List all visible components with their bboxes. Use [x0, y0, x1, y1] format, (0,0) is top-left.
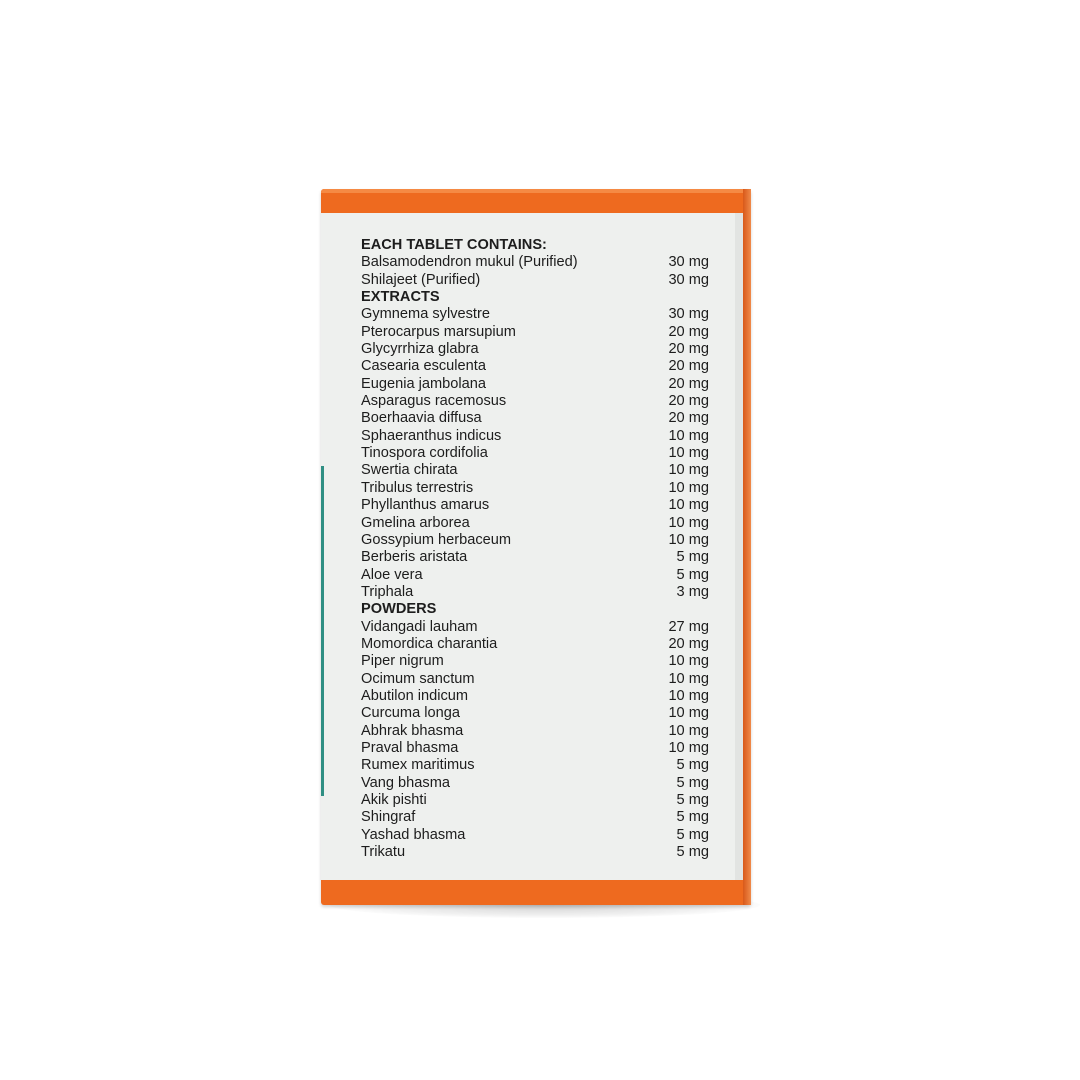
ingredient-dose: 10 mg	[668, 497, 709, 514]
ingredient-dose: 10 mg	[668, 739, 709, 756]
powders-list	[361, 619, 709, 862]
ingredient-name: Casearia esculenta	[361, 358, 486, 375]
ingredient-dose: 3 mg	[676, 583, 709, 600]
base-ingredients-list	[361, 254, 709, 289]
ingredient-row	[361, 393, 709, 410]
ingredient-row	[361, 254, 709, 271]
ingredient-name: Sphaeranthus indicus	[361, 427, 502, 444]
ingredient-dose: 20 mg	[668, 323, 709, 340]
ingredient-dose: 5 mg	[676, 774, 709, 791]
ingredients-label	[361, 237, 709, 861]
ingredient-dose: 10 mg	[668, 479, 709, 496]
ingredient-row	[361, 515, 709, 532]
ingredient-dose: 5 mg	[676, 566, 709, 583]
ingredient-name: Shilajeet (Purified)	[361, 271, 481, 288]
ingredient-dose: 10 mg	[668, 705, 709, 722]
ingredient-name: Phyllanthus amarus	[361, 497, 490, 514]
ingredient-name: Eugenia jambolana	[361, 375, 486, 392]
ingredient-name: Gossypium herbaceum	[361, 531, 512, 548]
ingredient-dose: 5 mg	[676, 757, 709, 774]
ingredient-dose: 27 mg	[668, 618, 709, 635]
ingredient-row	[361, 532, 709, 549]
ingredient-row	[361, 740, 709, 757]
ingredient-row	[361, 827, 709, 844]
ingredient-name: Pterocarpus marsupium	[361, 323, 516, 340]
ingredient-dose: 20 mg	[668, 635, 709, 652]
ingredient-dose: 20 mg	[668, 393, 709, 410]
ingredient-name: Aloe vera	[361, 566, 423, 583]
ingredient-row	[361, 358, 709, 375]
ingredient-row	[361, 272, 709, 289]
ingredient-name: Rumex maritimus	[361, 757, 475, 774]
ingredient-row	[361, 584, 709, 601]
ingredient-row	[361, 324, 709, 341]
ingredient-row	[361, 445, 709, 462]
ingredient-dose: 20 mg	[668, 375, 709, 392]
ingredient-row	[361, 792, 709, 809]
ingredient-row	[361, 462, 709, 479]
ingredient-name: Akik pishti	[361, 792, 427, 808]
ingredient-dose: 10 mg	[668, 427, 709, 444]
medicine-box	[321, 189, 751, 905]
ingredient-row	[361, 636, 709, 653]
ingredient-dose: 30 mg	[668, 254, 709, 271]
ingredient-row	[361, 376, 709, 393]
ingredient-dose: 10 mg	[668, 653, 709, 670]
ingredient-row	[361, 809, 709, 826]
ingredient-dose: 10 mg	[668, 445, 709, 462]
ingredient-dose: 5 mg	[676, 844, 709, 861]
ingredient-row	[361, 653, 709, 670]
ingredient-row	[361, 723, 709, 740]
ingredient-dose: 10 mg	[668, 687, 709, 704]
ingredient-name: Abutilon indicum	[361, 687, 469, 704]
ingredient-dose: 20 mg	[668, 358, 709, 375]
ingredient-name: Ocimum sanctum	[361, 670, 475, 687]
ingredient-name: Swertia chirata	[361, 462, 458, 479]
ingredient-dose: 10 mg	[668, 670, 709, 687]
ingredient-name: Vang bhasma	[361, 774, 450, 791]
ingredient-row	[361, 671, 709, 688]
ingredient-dose: 5 mg	[676, 549, 709, 566]
ingredient-row	[361, 549, 709, 566]
ingredient-row	[361, 410, 709, 427]
ingredient-row	[361, 757, 709, 774]
green-accent-stripe	[321, 466, 324, 796]
ingredient-row	[361, 705, 709, 722]
ingredient-dose: 10 mg	[668, 514, 709, 531]
ingredient-dose: 5 mg	[676, 826, 709, 843]
ingredient-name: Boerhaavia diffusa	[361, 410, 482, 427]
ingredient-name: Yashad bhasma	[361, 826, 466, 843]
box-top-edge	[321, 189, 751, 193]
ingredient-name: Asparagus racemosus	[361, 393, 507, 410]
extracts-list	[361, 306, 709, 601]
ingredient-name: Tinospora cordifolia	[361, 445, 488, 462]
ingredient-name: Piper nigrum	[361, 653, 444, 670]
ingredient-dose: 10 mg	[668, 531, 709, 548]
ingredient-dose: 5 mg	[676, 809, 709, 826]
ingredient-name: Praval bhasma	[361, 739, 459, 756]
ingredient-name: Abhrak bhasma	[361, 722, 464, 739]
ingredient-row	[361, 428, 709, 445]
ingredient-row	[361, 688, 709, 705]
ingredient-row	[361, 619, 709, 636]
ingredient-name: Shingraf	[361, 809, 416, 826]
box-right-side	[743, 189, 751, 905]
powders-heading: POWDERS	[361, 601, 437, 618]
ingredient-name: Triphala	[361, 583, 414, 600]
ingredient-dose: 10 mg	[668, 722, 709, 739]
composition-header: EACH TABLET CONTAINS:	[361, 237, 547, 253]
ingredient-row	[361, 341, 709, 358]
ingredient-name: Gmelina arborea	[361, 514, 470, 531]
ingredient-row	[361, 567, 709, 584]
ingredient-dose: 30 mg	[668, 306, 709, 323]
ingredient-name: Glycyrrhiza glabra	[361, 341, 479, 358]
ingredient-dose: 20 mg	[668, 341, 709, 358]
ingredient-dose: 30 mg	[668, 271, 709, 288]
ingredient-row	[361, 844, 709, 861]
ingredient-name: Vidangadi lauham	[361, 618, 478, 635]
ingredient-row	[361, 775, 709, 792]
ingredient-dose: 20 mg	[668, 410, 709, 427]
ingredient-name: Tribulus terrestris	[361, 479, 474, 496]
ingredient-name: Trikatu	[361, 844, 406, 861]
ingredient-dose: 5 mg	[676, 792, 709, 808]
ingredient-row	[361, 497, 709, 514]
ingredient-name: Balsamodendron mukul (Purified)	[361, 254, 578, 271]
extracts-heading: EXTRACTS	[361, 289, 440, 306]
ingredient-row	[361, 306, 709, 323]
ingredient-name: Berberis aristata	[361, 549, 468, 566]
ingredient-name: Momordica charantia	[361, 635, 498, 652]
ingredient-name: Curcuma longa	[361, 705, 460, 722]
ingredient-dose: 10 mg	[668, 462, 709, 479]
ingredient-name: Gymnema sylvestre	[361, 306, 490, 323]
ingredient-row	[361, 480, 709, 497]
